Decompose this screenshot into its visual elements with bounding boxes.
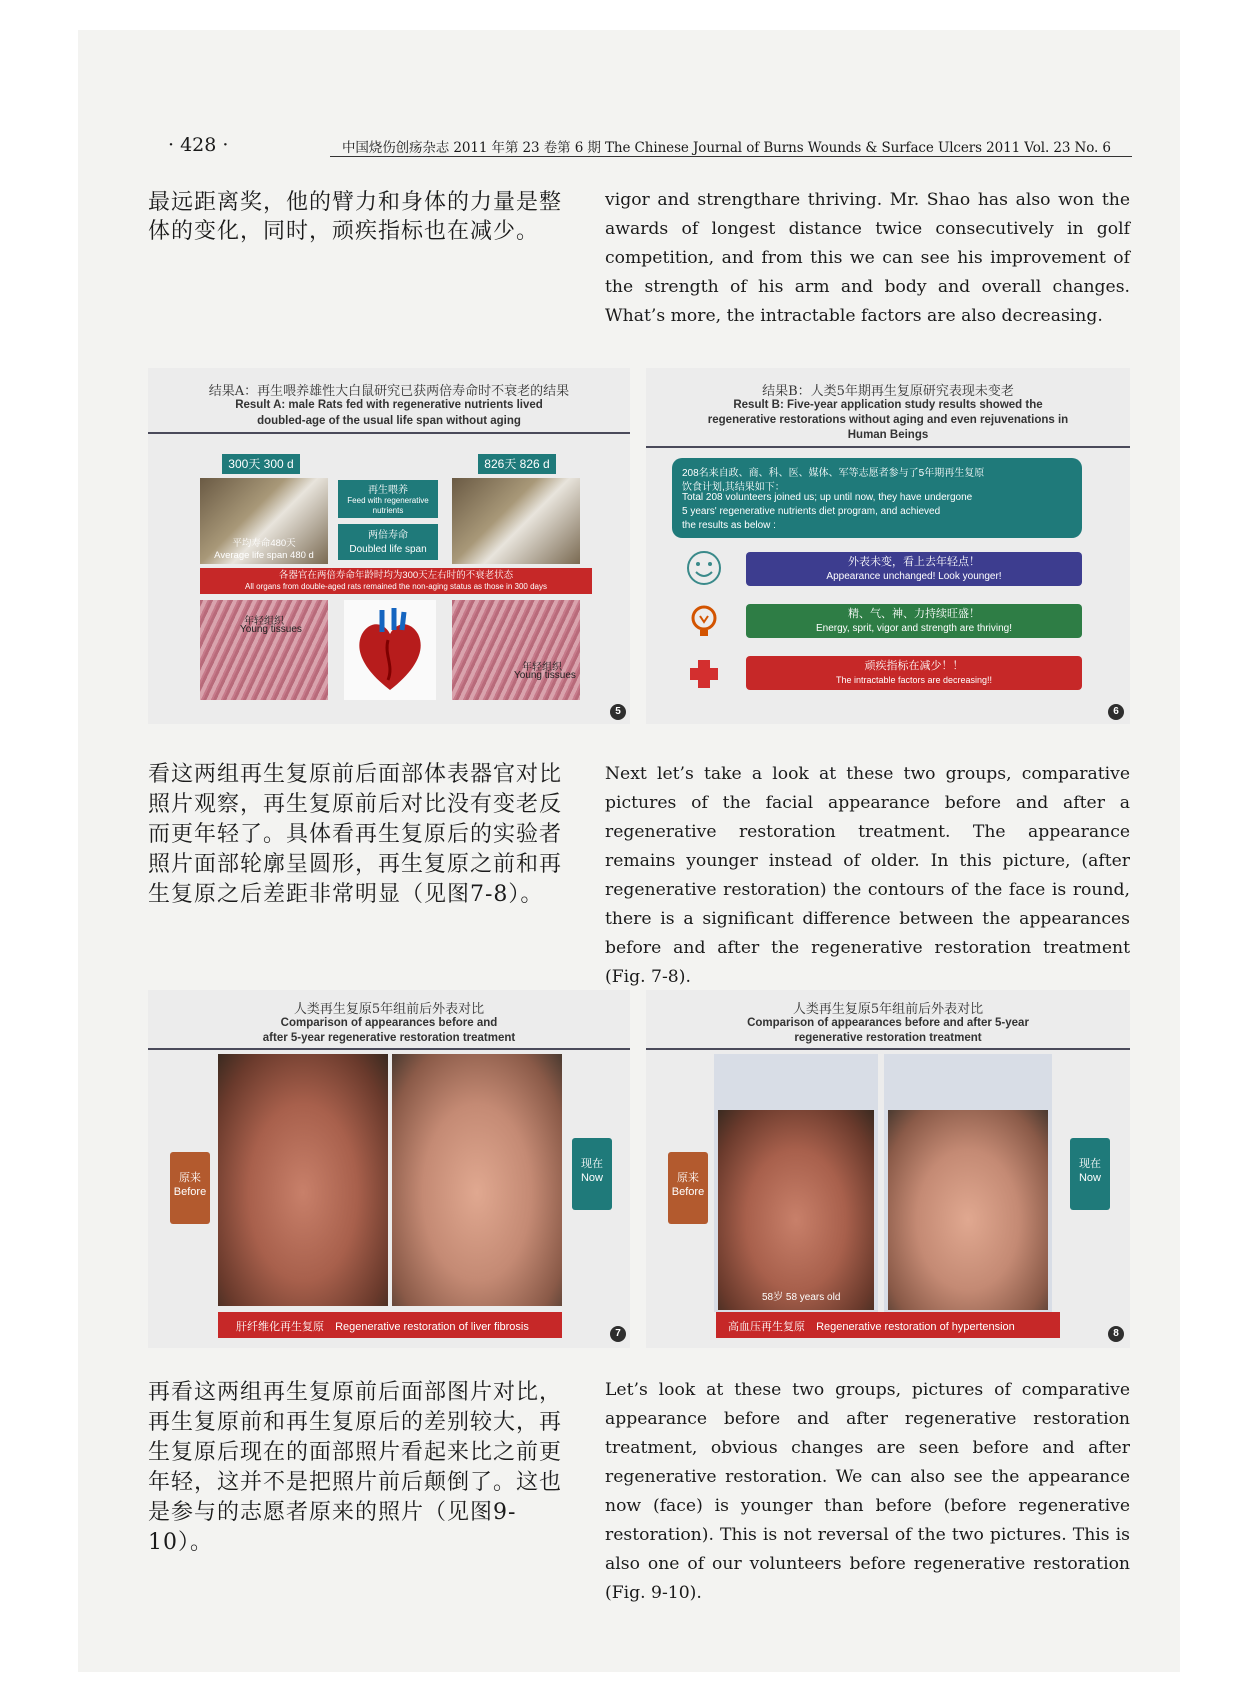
fig8-before-en: Before — [671, 1186, 705, 1198]
paragraph-2-en: Next let’s take a look at these two groups, comparative pictures of the facial appearance before and after a regenerative restoration treatment. The appearance remains younger instead of older. In this picture, (after regenerative restoration) the contours of the face is round, there is a significant difference between the appearances before and after the regenerative restoration treatment (Fig. 7-8). — [605, 764, 1130, 987]
fig5-young-tissue-label-1-cn: 年轻组织 — [244, 616, 284, 627]
fig5-tag-826: 826天 826 d — [478, 454, 556, 474]
fig8-before-photo — [718, 1110, 874, 1310]
fig6-row-energy — [746, 604, 1082, 638]
fig7-caption-bar — [218, 1312, 562, 1338]
fig6-row2-en: Energy, sprit, vigor and strength are thriving! — [815, 623, 1013, 634]
fig7-title-en-1: Comparison of appearances before and — [280, 1017, 498, 1029]
fig6-row-appearance — [746, 552, 1082, 586]
fig8-now-tag — [1070, 1138, 1110, 1210]
fig5-fed-cn: 再生喂养 — [368, 485, 408, 496]
fig5-doubled-cn: 两倍寿命 — [368, 530, 408, 541]
fig6-box-en-1: Total 208 volunteers joined us; up until now, they have undergone — [682, 492, 973, 503]
fig6-title-en-2: regenerative restorations without aging and even rejuvenations in — [707, 414, 1069, 426]
young-tissue-image-right — [452, 600, 580, 700]
fig8-title-en-2: regenerative restoration treatment — [794, 1032, 982, 1044]
fig5-title-en-2: doubled-age of the usual life span without aging — [257, 415, 521, 427]
header-rule — [330, 156, 1132, 157]
paragraph-3-cn: 再看这两组再生复原前后面部图片对比，再生复原前和再生复原后的差别较大，再生复原后现在的面部照片看起来比之前更年轻，这并不是把照片前后颠倒了。这也是参与的志愿者原来的照片（见图9-10）。 — [148, 1380, 563, 1555]
fig5-fed-en: Feed with regenerative nutrients — [347, 496, 429, 515]
paragraph-2-cn: 看这两组再生复原前后面部体表器官对比照片观察，再生复原前后对比没有变老反而更年轻了。具体看再生复原后的实验者照片面部轮廓呈圆形，再生复原之前和再生复原之后差距非常明显（见图7-8）。 — [148, 762, 563, 907]
fig8-age-label: 58岁 58 years old — [762, 1292, 841, 1303]
fig7-now-tag — [572, 1138, 612, 1210]
fig6-box-cn-2: 饮食计划,其结果如下： — [682, 482, 785, 493]
fig7-title-en-2: after 5-year regenerative restoration treatment — [262, 1032, 516, 1044]
figure-number-5: 5 — [610, 704, 626, 720]
fig7-caption-cn: 肝纤维化再生复原 — [236, 1321, 324, 1333]
figure-5 — [148, 368, 630, 724]
fig7-before-en: Before — [173, 1186, 207, 1198]
fig8-before-tag — [668, 1152, 708, 1224]
fig6-box-cn-1: 208名来自政、商、科、医、媒体、军等志愿者参与了5年期再生复原 — [682, 468, 985, 479]
paragraph-1-en: vigor and strengthare thriving. Mr. Shao has also won the awards of longest distance twice consecutively in golf competition, and from this we can see his improvement of the strength of his arm and body and overall changes. What’s more, the intractable factors are also decreasing. — [605, 190, 1130, 326]
fig5-banner-en: All organs from double-aged rats remained the non-aging status as those in 300 days — [245, 582, 547, 591]
fig7-now-photo — [392, 1054, 562, 1306]
fig5-young-tissue-label-2-en: Young tissues — [514, 670, 576, 681]
figure-number-6: 6 — [1108, 704, 1124, 720]
figure-6 — [646, 368, 1130, 724]
fig8-before-cn: 原来 — [677, 1172, 699, 1184]
fig5-fed-box — [338, 480, 438, 518]
paragraph-3-en: Let’s look at these two groups, pictures of comparative appearance before and after regenerative restoration treatment, obvious changes are seen before and after regenerative restoration. We can also see the appearance now (face) is younger than before (before regenerative restoration). This is not reversal of the two pictures. This is also one of our volunteers before regenerative restoration (Fig. 9-10). — [605, 1380, 1130, 1603]
fig5-average-life-en: Average life span 480 d — [214, 550, 314, 561]
fig7-caption-en: Regenerative restoration of liver fibrosis — [335, 1321, 529, 1333]
fig7-before-cn: 原来 — [179, 1172, 201, 1184]
rat-photo-826d — [452, 478, 580, 564]
fig5-title-cn: 结果A：再生喂养雄性大白鼠研究已获两倍寿命时不衰老的结果 — [208, 384, 570, 399]
smiley-icon — [686, 550, 722, 586]
fig6-volunteer-box — [672, 458, 1082, 538]
heart-image — [344, 600, 436, 700]
fig6-row3-cn: 顽疾指标在减少！！ — [864, 660, 964, 672]
fig6-row-intractable — [746, 656, 1082, 690]
fig8-now-en: Now — [1078, 1172, 1101, 1184]
fig6-title-en-1: Result B: Five-year application study results showed the — [733, 399, 1043, 411]
fig6-title-en-3: Human Beings — [847, 429, 929, 441]
fig7-title-rule — [148, 1048, 630, 1050]
fig7-caption — [236, 1318, 529, 1334]
fig8-title-rule — [646, 1048, 1130, 1050]
fig5-doubled-en: Doubled life span — [349, 544, 427, 555]
red-cross-icon — [686, 656, 722, 692]
fig6-row2-cn: 精、气、神、力持续旺盛！ — [848, 608, 980, 620]
fig5-average-life-cn: 平均寿命480天 — [232, 538, 296, 549]
fig6-row1-cn: 外表未变，看上去年轻点！ — [848, 556, 980, 568]
figure-number-8: 8 — [1108, 1326, 1124, 1342]
fig8-now-photo — [888, 1110, 1048, 1310]
fig8-now-cn: 现在 — [1079, 1158, 1101, 1170]
fig5-banner-cn: 各器官在两倍寿命年龄时均为300天左右时的不衰老状态 — [278, 570, 514, 581]
fig8-title-en-1: Comparison of appearances before and after 5-year — [747, 1017, 1029, 1029]
fig8-caption-cn: 高血压再生复原 — [728, 1321, 805, 1333]
fig8-title-cn: 人类再生复原5年组前后外表对比 — [792, 1002, 984, 1017]
fig6-title-rule — [646, 446, 1130, 448]
figure-7 — [148, 990, 630, 1348]
energy-icon — [686, 604, 722, 640]
fig8-caption-bar — [716, 1312, 1060, 1338]
fig6-row1-en: Appearance unchanged! Look younger! — [826, 571, 1002, 582]
page-number: · 428 · — [168, 134, 229, 156]
fig8-caption-en: Regenerative restoration of hypertension — [816, 1321, 1015, 1333]
fig5-young-tissue-label-2-cn: 年轻组织 — [522, 662, 562, 673]
fig6-row3-en: The intractable factors are decreasing!! — [835, 675, 993, 685]
fig6-title-cn: 结果B：人类5年期再生复原研究表现未变老 — [762, 384, 1014, 399]
fig5-title-en-1: Result A: male Rats fed with regenerative nutrients lived — [235, 399, 543, 411]
fig7-now-cn: 现在 — [581, 1158, 603, 1170]
figure-8 — [646, 990, 1130, 1348]
fig5-doubled-box — [338, 524, 438, 560]
fig6-box-en-3: the results as below : — [682, 520, 776, 531]
running-header: 中国烧伤创疡杂志 2011 年第 23 卷第 6 期 The Chinese Journal of Burns Wounds & Surface Ulcers 2011 Vol. 23 No. 6 — [342, 140, 1111, 156]
fig6-box-en-2: 5 years' regenerative nutrients diet program, and achieved — [682, 506, 941, 517]
fig7-now-en: Now — [580, 1172, 603, 1184]
fig5-title-rule — [148, 432, 630, 434]
paragraph-1-cn: 最远距离奖，他的臂力和身体的力量是整体的变化，同时，顽疾指标也在减少。 — [148, 190, 563, 244]
figure-number-7: 7 — [610, 1326, 626, 1342]
fig5-banner — [200, 568, 592, 594]
heart-icon — [344, 600, 436, 700]
fig7-before-photo — [218, 1054, 388, 1306]
fig7-title-cn: 人类再生复原5年组前后外表对比 — [293, 1002, 485, 1017]
fig5-young-tissue-label-1-en: Young tissues — [240, 624, 302, 635]
fig5-tag-300: 300天 300 d — [222, 454, 300, 474]
fig8-caption — [728, 1318, 1015, 1334]
fig7-before-tag — [170, 1152, 210, 1224]
